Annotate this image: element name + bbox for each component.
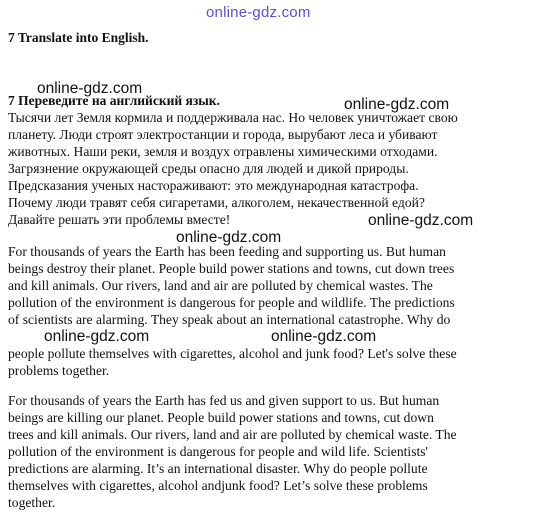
text-line: people pollute themselves with cigarettes, alcohol and junk food? Let's solve these	[8, 346, 457, 361]
text-line: pollution of the environment is dangerous for people and wild life. Scientists'	[8, 444, 428, 459]
text-line: trees and kill animals. Our rivers, land and air are polluted by chemical waste. The	[8, 427, 457, 442]
watermark: online-gdz.com	[37, 80, 143, 97]
text-line: and kill animals. Our rivers, land and air are polluted by chemical wastes. The	[8, 278, 433, 293]
text-line: For thousands of years the Earth has been feeding and supporting us. But human	[8, 244, 446, 259]
text-line: Загрязнение окружающей среды опасно для людей и дикой природы.	[8, 161, 409, 176]
text-line: together.	[8, 495, 56, 510]
text-line: планету. Люди строят электростанции и города, вырубают леса и убивают	[8, 127, 438, 142]
watermark: online-gdz.com	[44, 328, 150, 345]
task-heading-english: 7 Translate into English.	[8, 30, 149, 45]
text-line: For thousands of years the Earth has fed us and given support to us. But human	[8, 393, 440, 408]
text-line: Тысячи лет Земля кормила и поддерживала нас. Но человек уничтожает свою	[8, 110, 458, 125]
text-line: животных. Наши реки, земля и воздух отравлены химическими отходами.	[8, 144, 438, 159]
text-line: Давайте решать эти проблемы вместе!	[8, 212, 231, 227]
text-line: Почему люди травят себя сигаретами, алкоголем, некачественной едой?	[8, 195, 425, 210]
text-line: of scientists are alarming. They speak about an international catastrophe. Why do	[8, 312, 451, 327]
watermark: online-gdz.com	[271, 328, 377, 345]
text-line: problems together.	[8, 363, 110, 378]
task-heading-russian: 7 Переведите на английский язык.	[8, 93, 220, 108]
watermark: online-gdz.com	[176, 229, 282, 246]
watermark: online-gdz.com	[368, 212, 474, 229]
watermark: online-gdz.com	[344, 96, 450, 113]
text-line: themselves with cigarettes, alcohol andjunk food? Let’s solve these problems	[8, 478, 428, 493]
text-line: Предсказания ученых настораживают: это международная катастрофа.	[8, 178, 419, 193]
text-line: beings are killing our planet. People build power stations and towns, cut down	[8, 410, 434, 425]
text-line: beings destroy their planet. People build power stations and towns, cut down trees	[8, 261, 455, 276]
text-line: pollution of the environment is dangerous for people and wildlife. The predictions	[8, 295, 455, 310]
watermark-top: online-gdz.com	[206, 4, 311, 21]
text-line: predictions are alarming. It’s an international disaster. Why do people pollute	[8, 461, 428, 476]
